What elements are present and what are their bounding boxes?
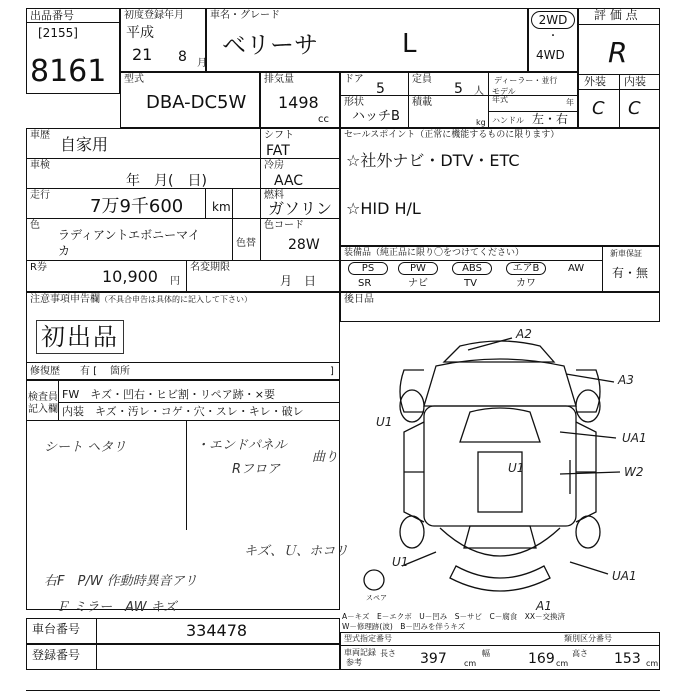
month-unit: 月 [197, 58, 207, 69]
note-hand-3: Rフロア [232, 462, 281, 477]
drive-4wd: 4WD [536, 48, 565, 62]
ac-value: AAC [274, 173, 304, 189]
chassis-label: 車台番号 [32, 622, 81, 636]
int-value: C [628, 98, 641, 119]
selling-points-box [340, 128, 660, 246]
rear-items-box [340, 292, 660, 322]
equipment-label: 装備品（純正品に限り〇をつけてください） [344, 248, 525, 258]
width-value: 169 [528, 651, 555, 667]
drive-dot: ・ [548, 31, 558, 42]
notes-label: 注意事項申告欄 [30, 294, 100, 305]
selling-points-label: セールスポイント（正常に機能するものに限ります） [344, 130, 560, 140]
notes-sub: （不具合申告は具体的に記入して下さい） [100, 295, 252, 304]
mark-a1: A1 [536, 599, 552, 613]
mileage-value: 7万9千600 [90, 196, 184, 217]
new-car-value: 有・無 [612, 266, 649, 280]
fuel-label: 燃料 [264, 190, 284, 201]
equip-leather: カワ [516, 278, 536, 289]
mark-u1-rear: U1 [392, 555, 409, 569]
equip-navi: ナビ [408, 278, 428, 289]
color-change-label: 色替 [236, 238, 256, 249]
note-hand-5: キズ、Ｕ、ホコリ [244, 544, 349, 559]
note-hand-6: 右F P/W 作動時異音アリ [44, 574, 198, 589]
name-change-value: 月 日 [280, 274, 317, 288]
equip-ps: PS [348, 262, 388, 275]
equip-tv: TV [464, 278, 477, 289]
equip-sr: SR [358, 278, 372, 289]
mark-u1-left: U1 [376, 415, 393, 429]
repair-end: ] [330, 366, 334, 377]
width-label: 幅 [482, 649, 490, 658]
dealer-label: ディーラー・並行 [494, 76, 558, 85]
person-unit: 人 [474, 86, 484, 97]
repair-value: 有 [ [80, 366, 98, 377]
lot-label: 出品番号 [30, 9, 74, 22]
color-code-head: 色コード [264, 220, 304, 231]
drive-2wd: 2WD [531, 11, 575, 29]
car-name: ベリーサ [222, 31, 318, 59]
model-year-label: モデル 年式 [492, 87, 516, 104]
legend-line-1: A－キズ E－エクボ U－凹み S－サビ C－腐食 XX－交換済 [342, 612, 565, 621]
reg-label: 登録番号 [32, 648, 81, 662]
repair-unit: 箇所 [110, 366, 130, 377]
ext-value: C [592, 98, 605, 119]
inspector-label-1: 検査員 [28, 392, 58, 403]
recycle-value: 10,900 [102, 267, 158, 286]
grade: L [402, 29, 417, 59]
height-label: 高さ [572, 649, 588, 658]
shift-value: FAT [266, 143, 290, 159]
inspector-label-2: 記入欄 [28, 404, 58, 415]
mark-a2: A2 [516, 327, 532, 341]
ac-label: 冷房 [264, 160, 284, 171]
mark-ua1-rear: UA1 [612, 569, 637, 583]
type-num-label: 型式指定番号 [344, 634, 392, 643]
shift-label: シフト [264, 130, 294, 141]
year-unit: 年 [566, 98, 574, 107]
inspection-value: 年 月( 日) [126, 173, 207, 189]
first-reg-label: 初度登録年月 [124, 10, 184, 21]
score-label: 評 価 点 [594, 8, 638, 22]
inspector-row-2: 内装 キズ・汚レ・コゲ・穴・スレ・キレ・破レ [62, 405, 304, 418]
note-hand-4: 曲り [312, 450, 339, 465]
equip-aw: AW [568, 263, 585, 274]
color-value-2: カ [58, 244, 71, 258]
mark-a3: A3 [618, 373, 634, 387]
int-label: 内装 [624, 75, 646, 88]
selling-point-1: ☆社外ナビ・DTV・ETC [346, 151, 520, 170]
mileage-label: 走行 [30, 190, 50, 201]
length-label: 長さ [380, 649, 396, 658]
height-unit: cm [646, 659, 659, 668]
dim-label: 車両記録 [344, 648, 376, 657]
selling-point-2: ☆HID H/L [346, 199, 421, 218]
legend-line-2: W－修理跡(波) B－凹みを伴うキズ [342, 622, 466, 631]
chassis-value: 334478 [186, 621, 248, 640]
handle-value: 左・右 [532, 112, 569, 126]
category-value: 自家用 [60, 135, 109, 154]
repair-label: 修復歴 [30, 366, 60, 377]
equip-abs: ABS [452, 262, 492, 275]
mark-u1-roof: U1 [508, 461, 525, 475]
new-car-label: 新車保証 [610, 249, 642, 258]
cc-unit: cc [318, 114, 329, 125]
equip-pw: PW [398, 262, 438, 275]
displacement-value: 1498 [278, 93, 319, 112]
ref-label: 参考 [346, 658, 362, 667]
load-label: 積載 [412, 97, 432, 108]
note-hand-7: Ｆ ミラー AW キズ [56, 600, 177, 615]
ext-label: 外装 [584, 75, 606, 88]
model-label: 型式 [124, 74, 144, 85]
equip-airbag: エアB [506, 262, 546, 275]
score-value: R [608, 36, 628, 69]
note-hand-2: ・エンドパネル [196, 438, 287, 453]
mark-w2: W2 [624, 465, 644, 479]
reg-year: 21 [132, 45, 153, 64]
handle-label: ハンドル [492, 116, 524, 125]
inspection-label: 車検 [30, 160, 50, 171]
reg-month: 8 [178, 49, 187, 65]
inspector-row-1: FW キズ・凹右・ヒビ割・リペア跡・×要 [62, 388, 275, 401]
era: 平成 [126, 25, 154, 41]
cat-num-label: 類別区分番号 [564, 634, 612, 643]
length-unit: cm [464, 659, 477, 668]
mark-ua1-right: UA1 [622, 431, 647, 445]
doors-value: 5 [376, 81, 385, 97]
width-unit: cm [556, 659, 569, 668]
fuel-value: ガソリン [268, 199, 333, 218]
lot-number: 8161 [30, 54, 107, 89]
capacity-label: 定員 [412, 74, 432, 85]
color-value-1: ラディアントエボニーマイ [58, 228, 200, 242]
height-value: 153 [614, 651, 641, 667]
doors-label: ドア [344, 74, 364, 85]
yen-unit: 円 [170, 276, 180, 287]
color-code-value: 28W [288, 237, 320, 253]
lot-sub: [2155] [38, 26, 78, 40]
shape-label: 形状 [344, 97, 364, 108]
name-grade-label: 車名・グレード [210, 10, 280, 21]
color-label: 色 [30, 220, 40, 231]
km-unit: km [212, 200, 231, 214]
rear-items-label: 後日品 [344, 294, 374, 305]
car-damage-diagram [340, 322, 660, 620]
first-listing-stamp: 初出品 [36, 320, 124, 354]
displacement-label: 排気量 [264, 74, 294, 85]
spare-label: スペア [366, 594, 387, 602]
name-change-label: 名変期限 [190, 262, 230, 273]
shape-value: ハッチB [352, 109, 400, 124]
recycle-label: R券 [30, 262, 47, 273]
kg-unit: kg [476, 118, 486, 127]
model-value: DBA-DC5W [146, 92, 247, 113]
length-value: 397 [420, 651, 447, 667]
note-hand-1: シート ヘタリ [44, 440, 127, 455]
capacity-value: 5 [454, 81, 463, 97]
category-label: 車歴 [30, 130, 50, 141]
